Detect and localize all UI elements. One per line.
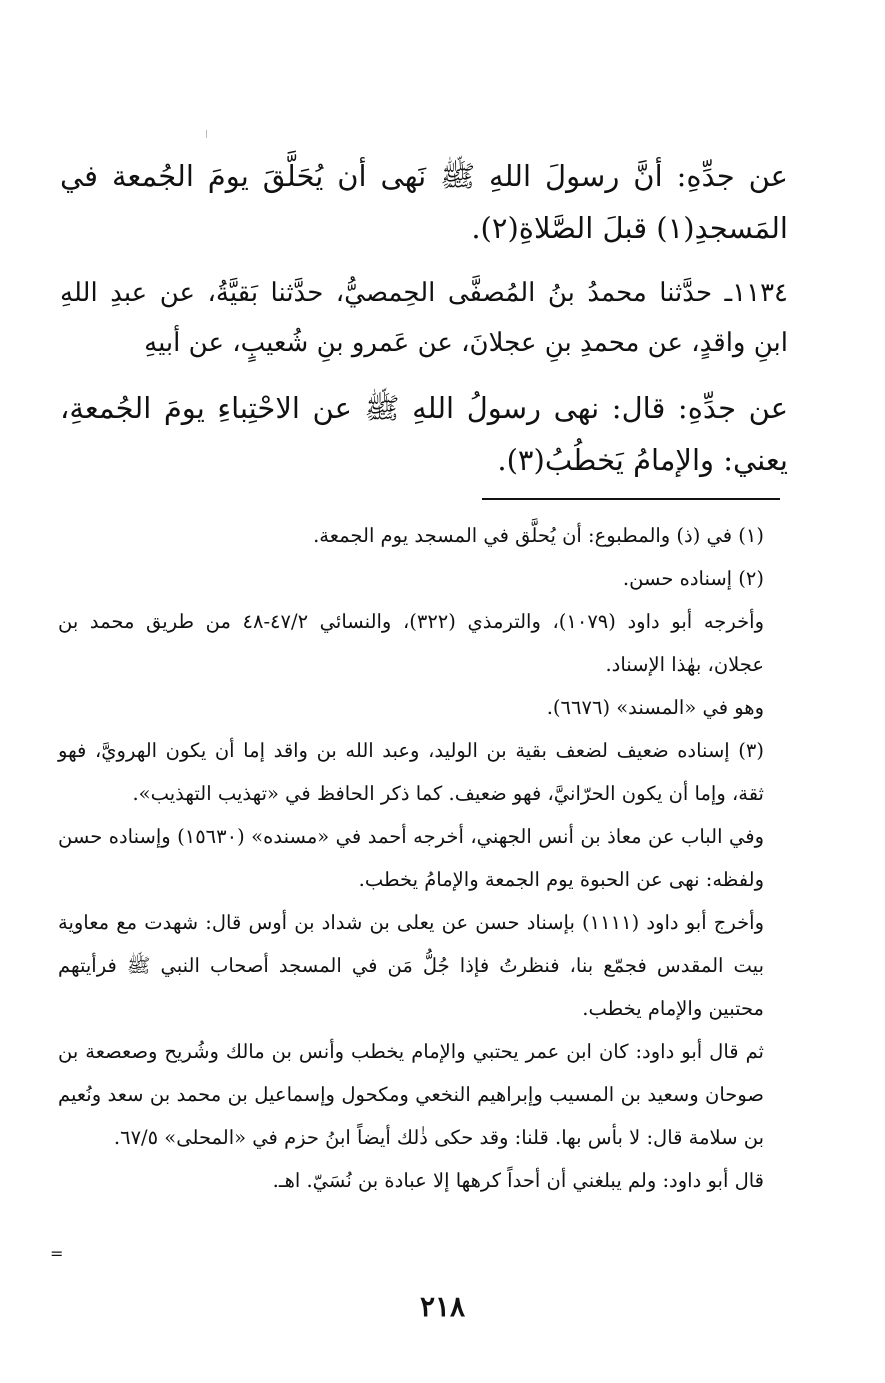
page-number: ٢١٨: [419, 1290, 466, 1323]
scan-mark: [206, 130, 207, 138]
main-text: [60, 150, 788, 486]
footnote-2: (٢) إسناده حسن.: [622, 567, 764, 590]
footnote-1: (١) في (ذ) والمطبوع: أن يُحلَّق في المسجد يوم الجمعة.: [313, 524, 764, 547]
main-paragraph-2: ١١٣٤ـ حدَّثنا محمدُ بنُ المُصفَّى الحِمصيُّ، حدَّثنا بَقيَّةُ، عن عبدِ اللهِ ابنِ واقدٍ، عن محمدِ بنِ عجلانَ، عن عَمرو بنِ شُعيبٍ، عن أبيهِ: [60, 278, 788, 358]
footnote-2-musnad: وهو في «المسند» (٦٦٧٦).: [546, 696, 764, 719]
footnote-3-ending: قال أبو داود: ولم يبلغني أن أحداً كرهها إلا عبادة بن نُسَيّ. اهـ.: [272, 1169, 764, 1192]
margin-mark: =: [50, 1244, 64, 1263]
footnote-3-abudawud: وأخرج أبو داود (١١١١) بإسناد حسن عن يعلى بن شداد بن أوس قال: شهدت مع معاوية بيت المقدس فجمّع بنا، فنظرتُ فإذا جُلُّ مَن في المسجد أصحاب النبي ﷺ فرأيتهم محتبين والإمام يخطب.: [58, 911, 764, 1020]
footnote-3: (٣) إسناده ضعيف لضعف بقية بن الوليد، وعبد الله بن واقد إما أن يكون الهرويَّ، فهو ثقة، وإما أن يكون الحرّانيَّ، فهو ضعيف. كما ذكر الحافظ في «تهذيب التهذيب».: [58, 739, 764, 805]
footnote-2-sources: وأخرجه أبو داود (١٠٧٩)، والترمذي (٣٢٢)، والنسائي ٢/‏٤٧-٤٨ من طريق محمد بن عجلان، بهٰذا الإسناد.: [58, 610, 764, 676]
footnote-separator: [482, 498, 780, 500]
main-paragraph-3: عن جدِّهِ: قال: نهى رسولُ اللهِ ﷺ عن الاحْتِباءِ يومَ الجُمعةِ، يعني: والإمامُ يَخطُبُ(٣).: [60, 391, 788, 477]
footnote-3-muadh: وفي الباب عن معاذ بن أنس الجهني، أخرجه أحمد في «مسنده» (١٥٦٣٠) وإسناده حسن ولفظه: نهى عن الحبوة يوم الجمعة والإمامُ يخطب.: [58, 825, 764, 891]
footnotes: [58, 514, 788, 1202]
main-paragraph-1: عن جدِّهِ: أنَّ رسولَ اللهِ ﷺ نَهى أن يُحَلَّقَ يومَ الجُمعة في المَسجدِ(١) قبلَ الصَّلاةِ(٢).: [60, 159, 788, 245]
footnote-3-athar: ثم قال أبو داود: كان ابن عمر يحتبي والإمام يخطب وأنس بن مالك وشُريح وصعصعة بن صوحان وسعيد بن المسيب وإبراهيم النخعي ومكحول وإسماعيل بن محمد بن سعد ونُعيم بن سلامة قال: لا بأس بها. قلنا: وقد حكى ذٰلك أيضاً ابنُ حزم في «المحلى» ٥/‏٦٧.: [58, 1040, 764, 1149]
